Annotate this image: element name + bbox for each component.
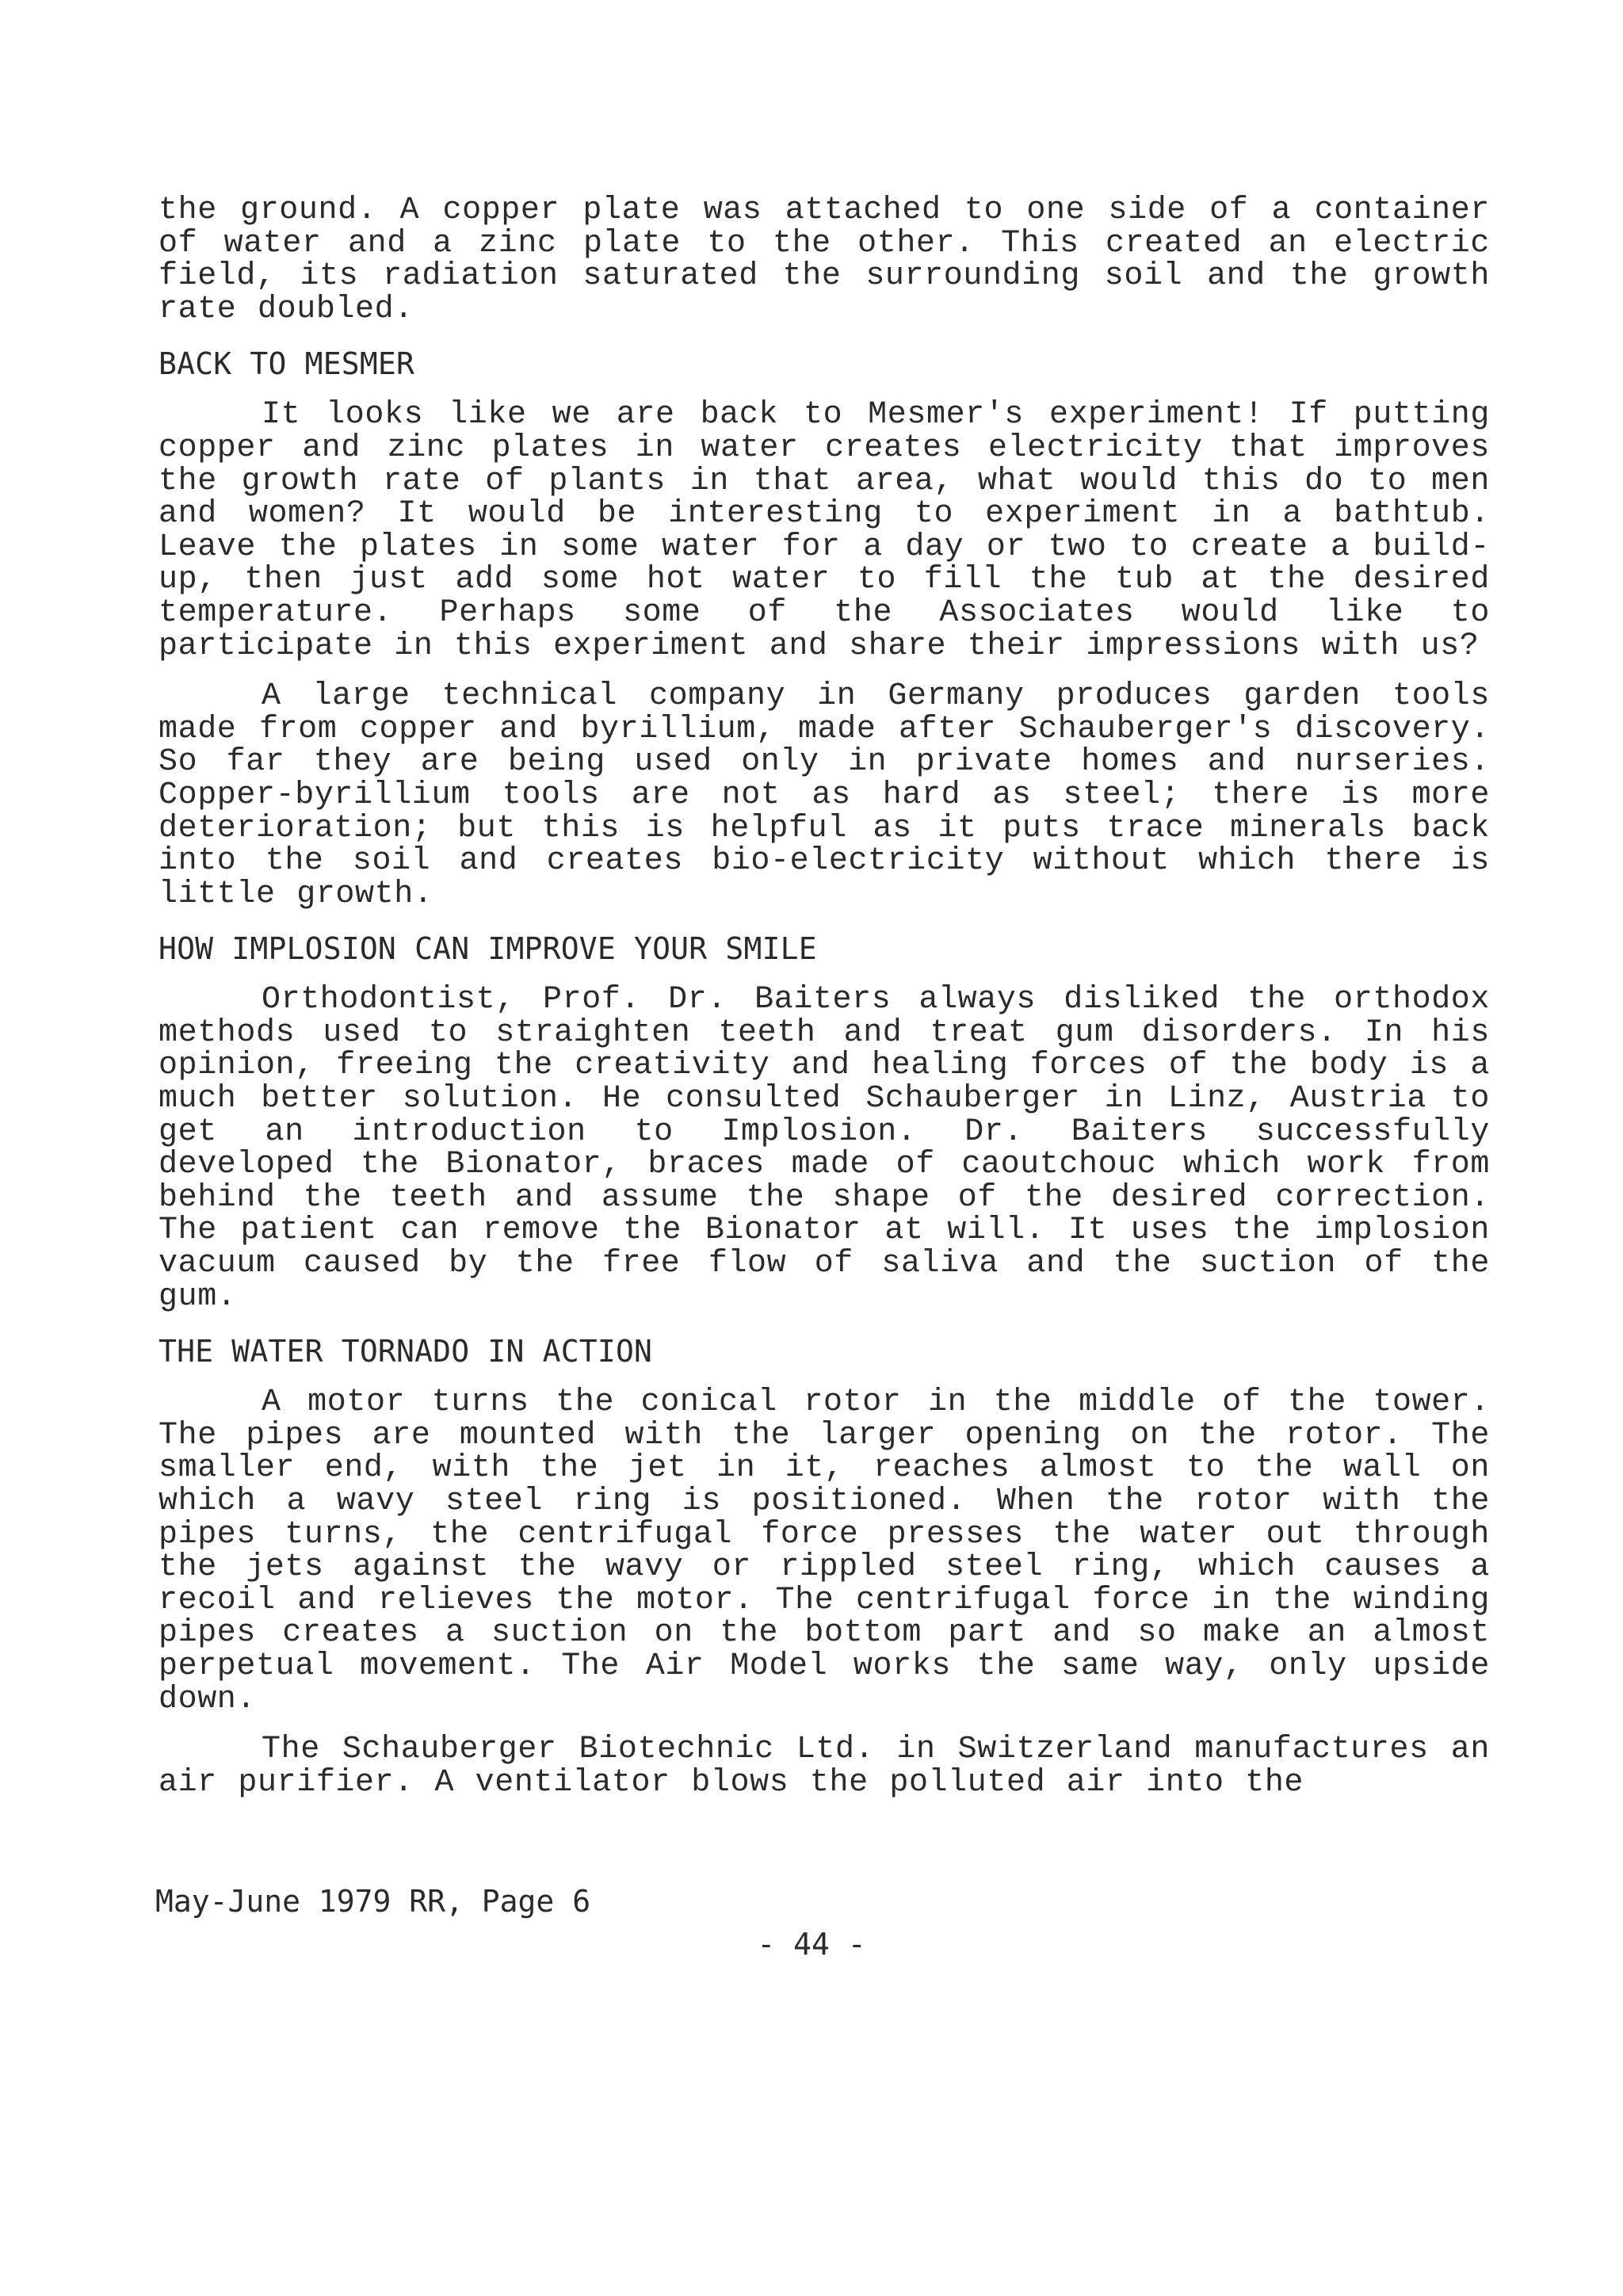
paragraph-garden-tools: A large technical company in Germany produces garden tools made from copper and byrillium, made after Schauberger's discovery. So far they are being used only in private homes and nurseries. Copper-byrillium tools are not as hard as steel; there is more deterioration; but this is helpful as it puts trace minerals back into the soil and creates bio-electricity without which there is little growth.: [158, 678, 1490, 912]
footer-issue: May-June 1979 RR, Page 6: [155, 1884, 591, 1919]
paragraph-ground-plates: the ground. A copper plate was attached to one side of a container of water and a zinc plate to the other. This created an electric field, its radiation saturated the surrounding soil and the growth rate doubled.: [158, 193, 1490, 327]
heading-water-tornado: THE WATER TORNADO IN ACTION: [158, 1334, 653, 1370]
page-number: - 44 -: [757, 1927, 866, 1962]
paragraph-motor-rotor: A motor turns the conical rotor in the middle of the tower. The pipes are mounted with the larger opening on the rotor. The smaller end, with the jet in it, reaches almost to the wall on which a wavy steel ring is positioned. When the rotor with the pipes turns, the centrifugal force presses the water out through the jets against the wavy or rippled steel ring, which causes a recoil and relieves the motor. The centrifugal force in the winding pipes creates a suction on the bottom part and so make an almost perpetual movement. The Air Model works the same way, only upside down.: [158, 1385, 1490, 1717]
heading-implosion-smile: HOW IMPLOSION CAN IMPROVE YOUR SMILE: [158, 931, 817, 967]
heading-back-to-mesmer: BACK TO MESMER: [158, 346, 415, 382]
paragraph-orthodontist: Orthodontist, Prof. Dr. Baiters always disliked the orthodox methods used to straighten teeth and treat gum disorders. In his opinion, freeing the creativity and healing forces of the body is a much better solution. He consulted Schauberger in Linz, Austria to get an introduction to Implosion. Dr. Baiters successfully developed the Bionator, braces made of caoutchouc which work from behind the teeth and assume the shape of the desired correction. The patient can remove the Bionator at will. It uses the implosion vacuum caused by the free flow of saliva and the suction of the gum.: [158, 982, 1490, 1315]
paragraph-mesmer-experiment: It looks like we are back to Mesmer's experiment! If putting copper and zinc plates in water creates electricity that improves the growth rate of plants in that area, what would this do to men and women? It would be interesting to experiment in a bathtub. Leave the plates in some water for a day or two to create a build-up, then just add some hot water to fill the tub at the desired temperature. Perhaps some of the Associates would like to participate in this experiment and share their impressions with us?: [158, 397, 1490, 664]
paragraph-air-purifier: The Schauberger Biotechnic Ltd. in Switzerland manufactures an air purifier. A ventilator blows the polluted air into the: [158, 1732, 1490, 1801]
page-body: [158, 194, 1490, 1799]
